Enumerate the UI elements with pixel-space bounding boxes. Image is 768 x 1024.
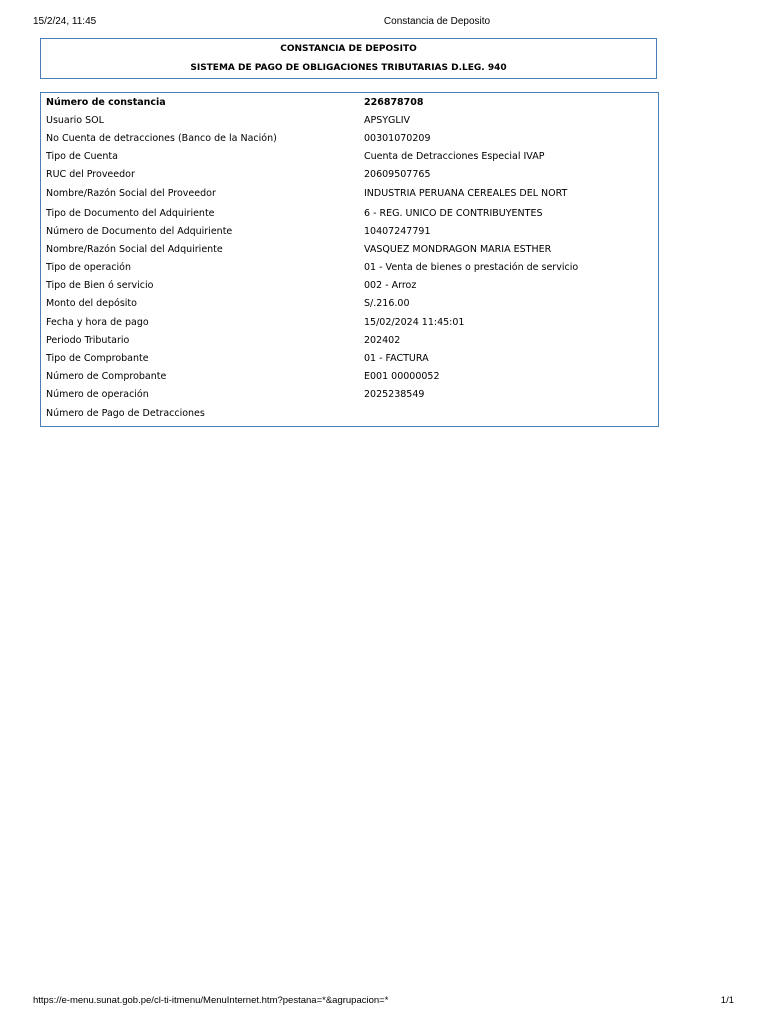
- detail-label: Periodo Tributario: [46, 335, 130, 346]
- detail-label: Tipo de Comprobante: [46, 353, 149, 364]
- detail-label: Usuario SOL: [46, 115, 104, 126]
- detail-value: Cuenta de Detracciones Especial IVAP: [364, 151, 545, 162]
- detail-value: APSYGLIV: [364, 115, 411, 126]
- detail-label: Número de Documento del Adquiriente: [46, 226, 233, 237]
- detail-value: 00301070209: [364, 133, 431, 144]
- detail-label: Número de Pago de Detracciones: [46, 408, 205, 419]
- detail-label: Fecha y hora de pago: [46, 317, 149, 328]
- detail-value: 202402: [364, 335, 401, 346]
- detail-value: 10407247791: [364, 226, 431, 237]
- detail-label: Nombre/Razón Social del Adquiriente: [46, 244, 223, 255]
- detail-row: [41, 148, 658, 166]
- detail-label: Nombre/Razón Social del Proveedor: [46, 188, 216, 199]
- detail-row: [41, 223, 658, 241]
- detail-value: 01 - FACTURA: [364, 353, 429, 364]
- detail-row: [41, 386, 658, 404]
- detail-value: 226878708: [364, 97, 424, 108]
- detail-label: Tipo de operación: [46, 262, 132, 273]
- detail-row: [41, 277, 658, 295]
- detail-value: 2025238549: [364, 389, 425, 400]
- detail-row: [41, 130, 658, 148]
- detail-label: Número de constancia: [46, 97, 166, 108]
- detail-value: S/.216.00: [364, 298, 410, 309]
- detail-label: Tipo de Cuenta: [46, 151, 118, 162]
- detail-value: 01 - Venta de bienes o prestación de servicio: [364, 262, 579, 273]
- detail-row: [41, 166, 658, 184]
- detail-row: [41, 295, 658, 313]
- detail-label: Número de Comprobante: [46, 371, 167, 382]
- detail-label: Tipo de Bien ó servicio: [46, 280, 154, 291]
- detail-row: [41, 205, 658, 223]
- detail-label: No Cuenta de detracciones (Banco de la Nación): [46, 133, 277, 144]
- title-box: [40, 38, 657, 79]
- detail-row: [41, 368, 658, 386]
- page-url: https://e-menu.sunat.gob.pe/cl-ti-itmenu/MenuInternet.htm?pestana=*&agrupacion=*: [33, 995, 389, 1006]
- detail-row: [41, 314, 658, 332]
- print-header: [0, 16, 768, 30]
- deposit-details-table: [40, 92, 659, 427]
- detail-row: [41, 405, 658, 423]
- detail-row: [41, 241, 658, 259]
- detail-row: [41, 112, 658, 130]
- detail-label: RUC del Proveedor: [46, 169, 135, 180]
- detail-value: INDUSTRIA PERUANA CEREALES DEL NORT: [364, 188, 568, 199]
- detail-row: [41, 94, 658, 112]
- detail-row: [41, 350, 658, 368]
- page-number: 1/1: [720, 995, 734, 1006]
- detail-value: VASQUEZ MONDRAGON MARIA ESTHER: [364, 244, 552, 255]
- detail-label: Número de operación: [46, 389, 149, 400]
- page-title: CONSTANCIA DE DEPOSITO: [280, 44, 417, 54]
- print-document-title: Constancia de Deposito: [383, 16, 491, 27]
- page-subtitle: SISTEMA DE PAGO DE OBLIGACIONES TRIBUTARIAS D.LEG. 940: [190, 63, 507, 73]
- detail-row: [41, 332, 658, 350]
- print-footer: [0, 995, 768, 1009]
- print-datetime: 15/2/24, 11:45: [33, 16, 97, 27]
- detail-value: 15/02/2024 11:45:01: [364, 317, 465, 328]
- detail-value: 002 - Arroz: [364, 280, 417, 291]
- detail-label: Tipo de Documento del Adquiriente: [46, 208, 215, 219]
- detail-row: [41, 259, 658, 277]
- detail-row: [41, 185, 658, 203]
- detail-value: E001 00000052: [364, 371, 440, 382]
- detail-label: Monto del depósito: [46, 298, 137, 309]
- detail-value: 20609507765: [364, 169, 431, 180]
- detail-value: 6 - REG. UNICO DE CONTRIBUYENTES: [364, 208, 543, 219]
